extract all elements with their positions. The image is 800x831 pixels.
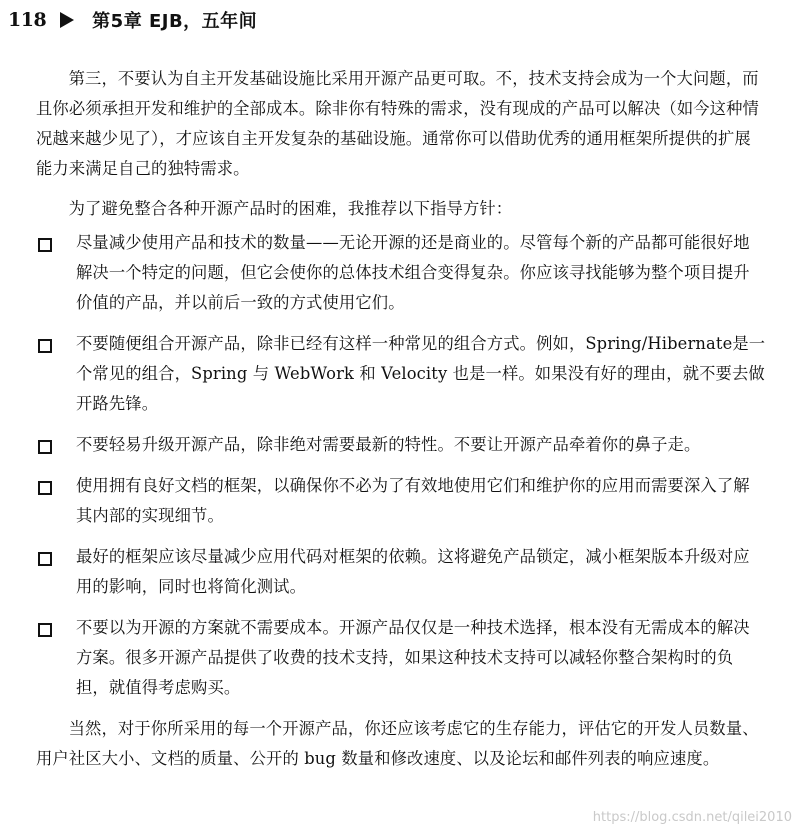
list-item-text: 不要以为开源的方案就不需要成本。开源产品仅仅是一种技术选择，根本没有无需成本的解决方案。很多开源产品提供了收费的技术支持，如果这种技术支持可以减轻你整合架构时的负担，就值得考虑购买。 — [76, 618, 750, 697]
checkbox-bullet-icon — [38, 481, 52, 495]
checkbox-bullet-icon — [38, 238, 52, 252]
checkbox-bullet-icon — [38, 440, 52, 454]
list-item — [36, 613, 766, 703]
page-number: 118 — [8, 9, 47, 31]
list-item — [36, 228, 766, 318]
guidelines-list — [36, 228, 766, 703]
checkbox-bullet-icon — [38, 339, 52, 353]
checkbox-bullet-icon — [38, 552, 52, 566]
page-body — [36, 64, 766, 774]
list-item — [36, 542, 766, 602]
list-item — [36, 471, 766, 531]
watermark-url: https://blog.csdn.net/qilei2010 — [592, 810, 792, 825]
guidelines-intro: 为了避免整合各种开源产品时的困难，我推荐以下指导方针： — [68, 199, 513, 218]
page-header — [8, 8, 257, 32]
list-item-text: 使用拥有良好文档的框架，以确保你不必为了有效地使用它们和维护你的应用而需要深入了解其内部的实现细节。 — [76, 476, 750, 525]
paragraph-closing: 当然，对于你所采用的每一个开源产品，你还应该考虑它的生存能力，评估它的开发人员数量、用户社区大小、文档的质量、公开的 bug 数量和修改速度、以及论坛和邮件列表的响应速度。 — [36, 719, 759, 768]
arrow-right-icon — [60, 12, 74, 28]
checkbox-bullet-icon — [38, 623, 52, 637]
list-item-text: 不要随便组合开源产品，除非已经有这样一种常见的组合方式。例如，Spring/Hibernate是一个常见的组合，Spring 与 WebWork 和 Velocity 也是一样。如果没有好的理由，就不要去做开路先锋。 — [76, 334, 766, 413]
paragraph-third-point: 第三，不要认为自主开发基础设施比采用开源产品更可取。不，技术支持会成为一个大问题，而且你必须承担开发和维护的全部成本。除非你有特殊的需求，没有现成的产品可以解决（如今这种情况越来越少见了），才应该自主开发复杂的基础设施。通常你可以借助优秀的通用框架所提供的扩展能力来满足自己的独特需求。 — [36, 69, 759, 178]
list-item — [36, 430, 766, 460]
list-item-text: 不要轻易升级开源产品，除非绝对需要最新的特性。不要让开源产品牵着你的鼻子走。 — [76, 435, 701, 454]
chapter-title: 第5章 EJB，五年间 — [92, 11, 258, 32]
list-item — [36, 329, 766, 419]
list-item-text: 最好的框架应该尽量减少应用代码对框架的依赖。这将避免产品锁定，减小框架版本升级对应用的影响，同时也将简化测试。 — [76, 547, 750, 596]
list-item-text: 尽量减少使用产品和技术的数量——无论开源的还是商业的。尽管每个新的产品都可能很好地解决一个特定的问题，但它会使你的总体技术组合变得复杂。你应该寻找能够为整个项目提升价值的产品，并以前后一致的方式使用它们。 — [76, 233, 750, 312]
